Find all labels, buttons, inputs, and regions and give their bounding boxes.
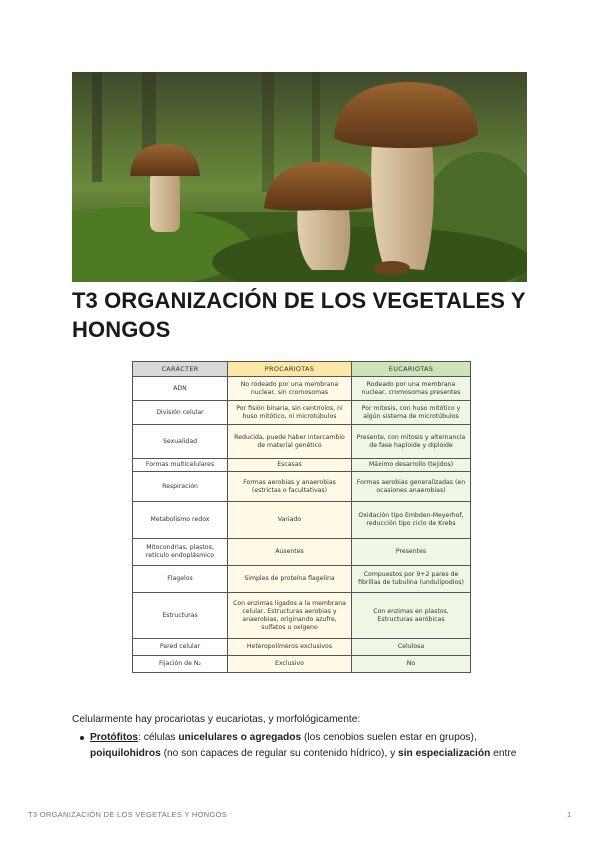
table-cell: Presente, con mitosis y alternancia de fase haploide y diploide <box>352 425 471 459</box>
table-cell: Con enzimas en plastos, Estructuras aeróbicas <box>352 593 471 639</box>
table-cell: Pared celular <box>133 639 228 656</box>
table-row <box>133 425 471 459</box>
table-cell: Formas aerobias y anaerobias (estrictas o facultativas) <box>228 472 352 502</box>
page-number: 1 <box>567 810 572 819</box>
table-cell: Por mitosis, con huso mitótico y algún sistema de microtúbulos <box>352 401 471 425</box>
bullet-text: (no son capaces de regular su contenido hídrico), y <box>160 748 399 759</box>
table-row <box>133 566 471 593</box>
table-cell: Con enzimas ligados a la membrana celular, Estructuras aerobias y anaerobias, originando azufre, sulfatos u oxígeno <box>228 593 352 639</box>
table-cell: Formas multicelulares <box>133 459 228 472</box>
footer-title: T3 ORGANIZACIÓN DE LOS VEGETALES Y HONGOS <box>28 810 228 819</box>
hero-mushroom-photo <box>72 72 527 282</box>
table-cell: Simples de proteína flagelina <box>228 566 352 593</box>
bullet-text: entre <box>490 748 517 759</box>
table-cell: Heteropolímeros exclusivos <box>228 639 352 656</box>
bullet-text: (los cenobios suelen estar en grupos), <box>301 732 477 743</box>
table-row <box>133 401 471 425</box>
bold-poiquilohidros: poiquilohidros <box>90 748 161 759</box>
table-cell: Mitocondrias, plastos, retículo endoplásmico <box>133 539 228 566</box>
table-cell: Formas aerobias generalizadas (en ocasiones anaerobias) <box>352 472 471 502</box>
term-protofitos: Protófitos <box>90 732 139 743</box>
table-cell: Variado <box>228 502 352 539</box>
table-cell: Flagelos <box>133 566 228 593</box>
table-cell: Escasas <box>228 459 352 472</box>
table-row <box>133 377 471 401</box>
bold-unicelulares: unicelulares o agregados <box>178 732 302 743</box>
table-cell: Exclusivo <box>228 656 352 673</box>
table-row <box>133 459 471 472</box>
table-cell: Por fisión binaria, sin centríolos, ni huso mitótico, ni microtúbulos <box>228 401 352 425</box>
table-cell: No <box>352 656 471 673</box>
intro-paragraph: Celularmente hay procariotas y eucariotas, y morfológicamente: <box>72 714 361 725</box>
table-cell: Celulosa <box>352 639 471 656</box>
bullet-dot <box>80 736 84 740</box>
table-cell: Reducida, puede haber intercambio de material genético <box>228 425 352 459</box>
table-row <box>133 593 471 639</box>
table-cell: División celular <box>133 401 228 425</box>
bullet-protofitos <box>80 730 540 762</box>
table-cell: Máximo desarrollo (tejidos) <box>352 459 471 472</box>
comparison-table <box>132 361 471 673</box>
table-row <box>133 502 471 539</box>
bold-sin-especializacion: sin especialización <box>398 748 491 759</box>
table-cell: Oxidación tipo Embden-Meyerhof, reducción tipo ciclo de Krebs <box>352 502 471 539</box>
page-title: T3 ORGANIZACIÓN DE LOS VEGETALES Y HONGOS <box>72 288 526 342</box>
bullet-text: : células <box>138 732 179 743</box>
table-row <box>133 472 471 502</box>
table-row <box>133 639 471 656</box>
table-cell: Metabolismo redox <box>133 502 228 539</box>
table-cell: Presentes <box>352 539 471 566</box>
header-procariotas: PROCARIOTAS <box>228 362 352 377</box>
table-cell: Compuestos por 9+2 pares de fibrillas de tubulina (undulipodios) <box>352 566 471 593</box>
mushroom-illustration <box>72 72 527 282</box>
header-caracter: CARÁCTER <box>133 362 228 377</box>
table-header-row <box>133 362 471 377</box>
table-cell: No rodeado por una membrana nuclear, sin cromosomas <box>228 377 352 401</box>
table-row <box>133 539 471 566</box>
table-row <box>133 656 471 673</box>
table-cell: Sexualidad <box>133 425 228 459</box>
table-cell: Rodeado por una membrana nuclear, cromosomas presentes <box>352 377 471 401</box>
header-eucariotas: EUCARIOTAS <box>352 362 471 377</box>
table-cell: Ausentes <box>228 539 352 566</box>
table-cell: Respiración <box>133 472 228 502</box>
table-cell: Estructuras <box>133 593 228 639</box>
table-cell: Fijación de N₂ <box>133 656 228 673</box>
table-cell: ADN <box>133 377 228 401</box>
